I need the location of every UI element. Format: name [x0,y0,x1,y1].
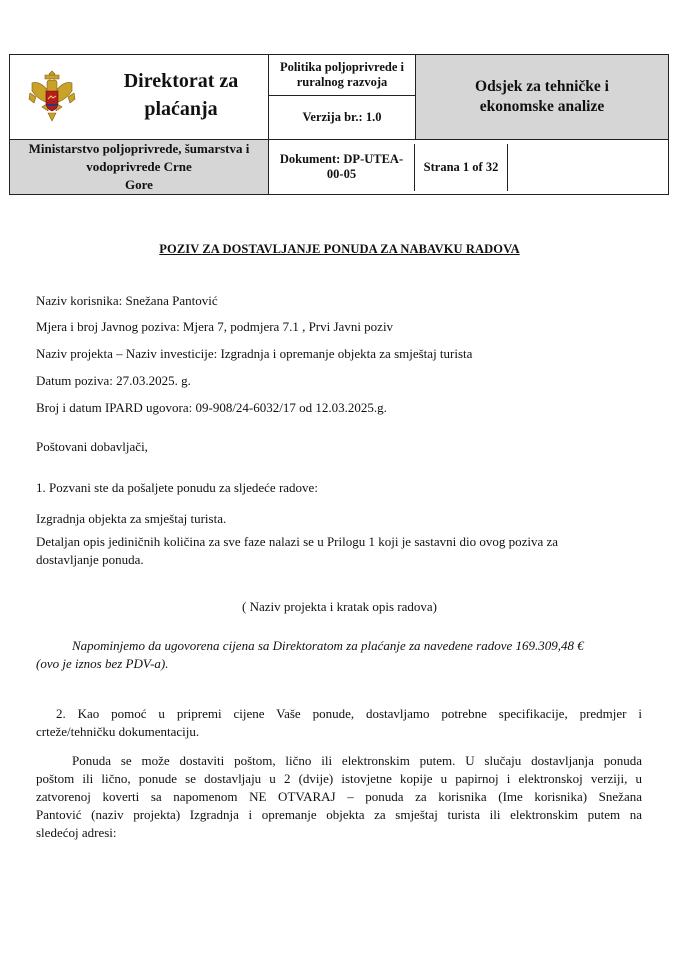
field-contract: Broj i datum IPARD ugovora: 09-908/24-6032/17 od 12.03.2025.g. [36,400,387,415]
project-placeholder: ( Naziv projekta i kratak opis radova) [242,599,437,614]
document-title: POZIV ZA DOSTAVLJANJE PONUDA ZA NABAVKU RADOVA [159,242,520,256]
section-line-2: ekonomske analize [479,98,605,115]
version-label: Verzija br.: 1.0 [302,110,382,124]
policy-label [269,55,415,96]
work-name: Izgradnja objekta za smještaj turista. [36,511,227,526]
directorate-cell [10,55,269,140]
policy-line-2: ruralnog razvoja [296,75,388,89]
field-measure: Mjera i broj Javnog poziva: Mjera 7, podmjera 7.1 , Prvi Javni poziv [36,319,394,334]
page-spacer [508,144,668,191]
delivery-line-4: Pantović (naziv projekta) Izgradnja i opremanje objekta za smještaj turista ili elektronskim putem na [36,807,642,822]
delivery-line-5: sledećoj adresi: [36,825,117,840]
section-line-1: Odsjek za tehničke i [475,78,609,95]
ministry-line-1: Ministarstvo poljoprivrede, šumarstva i vodoprivrede Crne [28,141,250,174]
page-number: Strana 1 of 32 [415,144,508,191]
field-project: Naziv projekta – Naziv investicije: Izgradnja i opremanje objekta za smještaj turista [36,346,473,361]
header-table [9,54,669,195]
document-line-2: 00-05 [326,167,357,181]
policy-cell [269,55,416,140]
delivery-line-1: Ponuda se može dostaviti poštom, lično ili elektronskim putem. U slučaju dostavljanja ponuda [72,753,642,768]
field-date: Datum poziva: 27.03.2025. g. [36,373,191,388]
document-id [269,144,415,191]
ministry-line-2: Gore [125,177,153,192]
ministry-cell [10,140,269,195]
greeting: Poštovani dobavljači, [36,439,148,454]
item-1: 1. Pozvani ste da pošaljete ponudu za sljedeće radove: [36,480,318,495]
item-2-line-2: crteže/tehničku dokumentaciju. [36,724,200,739]
page-indicator [415,144,668,191]
directorate-line-1: Direktorat za [123,70,239,92]
item-2-line-1: 2. Kao pomoć u pripremi cijene Vaše ponude, dostavljamo potrebne specifikacije, predmjer i [56,706,642,721]
detail-line-2: dostavljanje ponuda. [36,552,144,567]
section-cell [416,55,669,140]
directorate-name [106,67,256,123]
delivery-line-2: poštom ili lično, ponude se dostavljaju u 2 (dvije) istovjetne kopije u papirnoj i elektronskoj verziji, u [36,771,642,786]
policy-line-1: Politika poljoprivrede i [279,60,405,74]
directorate-line-2: plaćanja [144,98,218,120]
detail-line-1: Detaljan opis jediničnih količina za sve faze nalazi se u Prilogu 1 koji je sastavni dio ovog poziva za [36,534,559,549]
document-cell [269,140,669,195]
price-note-line-1: Napominjemo da ugovorena cijena sa Direktoratom za plaćanje za navedene radove 169.309,48 € [72,638,584,653]
delivery-line-3: zatvorenoj koverti sa napomenom NE OTVARAJ – ponuda za korisnika (Ime korisnika) Snežana [36,789,642,804]
document-line-1: Dokument: DP-UTEA- [279,152,404,166]
price-note-line-2: (ovo je iznos bez PDV-a). [36,656,169,671]
field-user: Naziv korisnika: Snežana Pantović [36,293,218,308]
coat-of-arms-icon [28,69,76,125]
